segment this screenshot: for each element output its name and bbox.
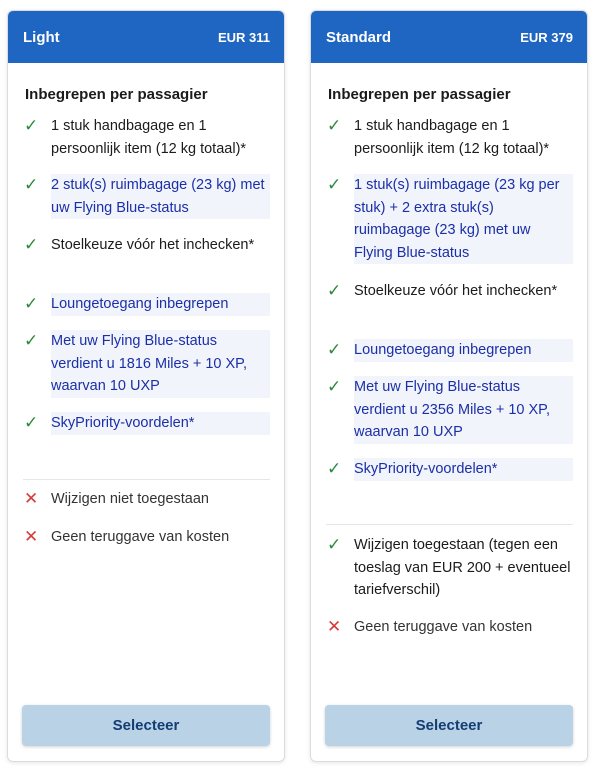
checkmark-icon: ✓ [24, 175, 39, 194]
feature-item [326, 458, 573, 481]
fare-card-light [7, 10, 285, 762]
feature-text: Met uw Flying Blue-status verdient u 2356 Miles + 10 XP, waarvan 10 UXP [354, 376, 573, 444]
feature-item [23, 293, 270, 316]
included-title: Inbegrepen per passagier [328, 86, 511, 103]
checkmark-icon: ✓ [24, 413, 39, 432]
checkmark-icon: ✓ [24, 235, 39, 254]
condition-text: Wijzigen toegestaan (tegen een toeslag van EUR 200 + eventueel tariefverschil) [354, 537, 571, 598]
feature-item [326, 115, 573, 160]
feature-item [23, 234, 270, 257]
feature-text: Loungetoegang inbegrepen [354, 339, 573, 362]
checkmark-icon: ✓ [327, 116, 342, 135]
feature-text: SkyPriority-voordelen* [354, 458, 573, 481]
fare-card-standard [310, 10, 588, 762]
feature-item [326, 174, 573, 264]
condition-text: Wijzigen niet toegestaan [51, 491, 209, 507]
condition-item [23, 526, 270, 549]
condition-item [326, 534, 573, 602]
checkmark-icon: ✓ [327, 459, 342, 478]
feature-item [326, 376, 573, 444]
checkmark-icon: ✓ [24, 116, 39, 135]
select-button[interactable]: Selecteer [22, 705, 270, 746]
fare-header [311, 11, 587, 63]
feature-text: 1 stuk handbagage en 1 persoonlijk item (12 kg totaal)* [51, 118, 247, 157]
fare-name: Light [23, 28, 60, 46]
fare-price: EUR 311 [217, 29, 270, 45]
included-title: Inbegrepen per passagier [25, 86, 208, 103]
feature-text: Stoelkeuze vóór het inchecken* [51, 237, 255, 253]
feature-text: SkyPriority-voordelen* [51, 412, 270, 435]
feature-item [326, 339, 573, 362]
cross-icon: ✕ [24, 527, 39, 546]
checkmark-icon: ✓ [327, 281, 342, 300]
feature-text: 2 stuk(s) ruimbagage (23 kg) met uw Flying Blue-status [51, 174, 270, 219]
select-button[interactable]: Selecteer [325, 705, 573, 746]
feature-text: 1 stuk(s) ruimbagage (23 kg per stuk) + 2 extra stuk(s) ruimbagage (23 kg) met uw Flying Blue-status [354, 174, 573, 264]
feature-item [23, 412, 270, 435]
divider [23, 479, 270, 480]
divider [326, 524, 573, 525]
feature-text: 1 stuk handbagage en 1 persoonlijk item (12 kg totaal)* [354, 118, 550, 157]
checkmark-icon: ✓ [327, 377, 342, 396]
fare-header [8, 11, 284, 63]
checkmark-icon: ✓ [24, 331, 39, 350]
condition-item [23, 488, 270, 511]
checkmark-icon: ✓ [24, 294, 39, 313]
fare-price: EUR 379 [520, 29, 573, 45]
feature-text: Stoelkeuze vóór het inchecken* [354, 283, 558, 299]
feature-text: Loungetoegang inbegrepen [51, 293, 270, 316]
feature-item [326, 280, 573, 303]
condition-text: Geen teruggave van kosten [51, 529, 230, 545]
checkmark-icon: ✓ [327, 340, 342, 359]
cross-icon: ✕ [327, 617, 342, 636]
condition-text: Geen teruggave van kosten [354, 619, 533, 635]
cross-icon: ✕ [24, 489, 39, 508]
feature-text: Met uw Flying Blue-status verdient u 1816 Miles + 10 XP, waarvan 10 UXP [51, 330, 270, 398]
condition-item [326, 616, 573, 639]
feature-item [23, 174, 270, 219]
feature-item [23, 115, 270, 160]
feature-item [23, 330, 270, 398]
checkmark-icon: ✓ [327, 535, 342, 554]
checkmark-icon: ✓ [327, 175, 342, 194]
fare-name: Standard [326, 28, 392, 46]
